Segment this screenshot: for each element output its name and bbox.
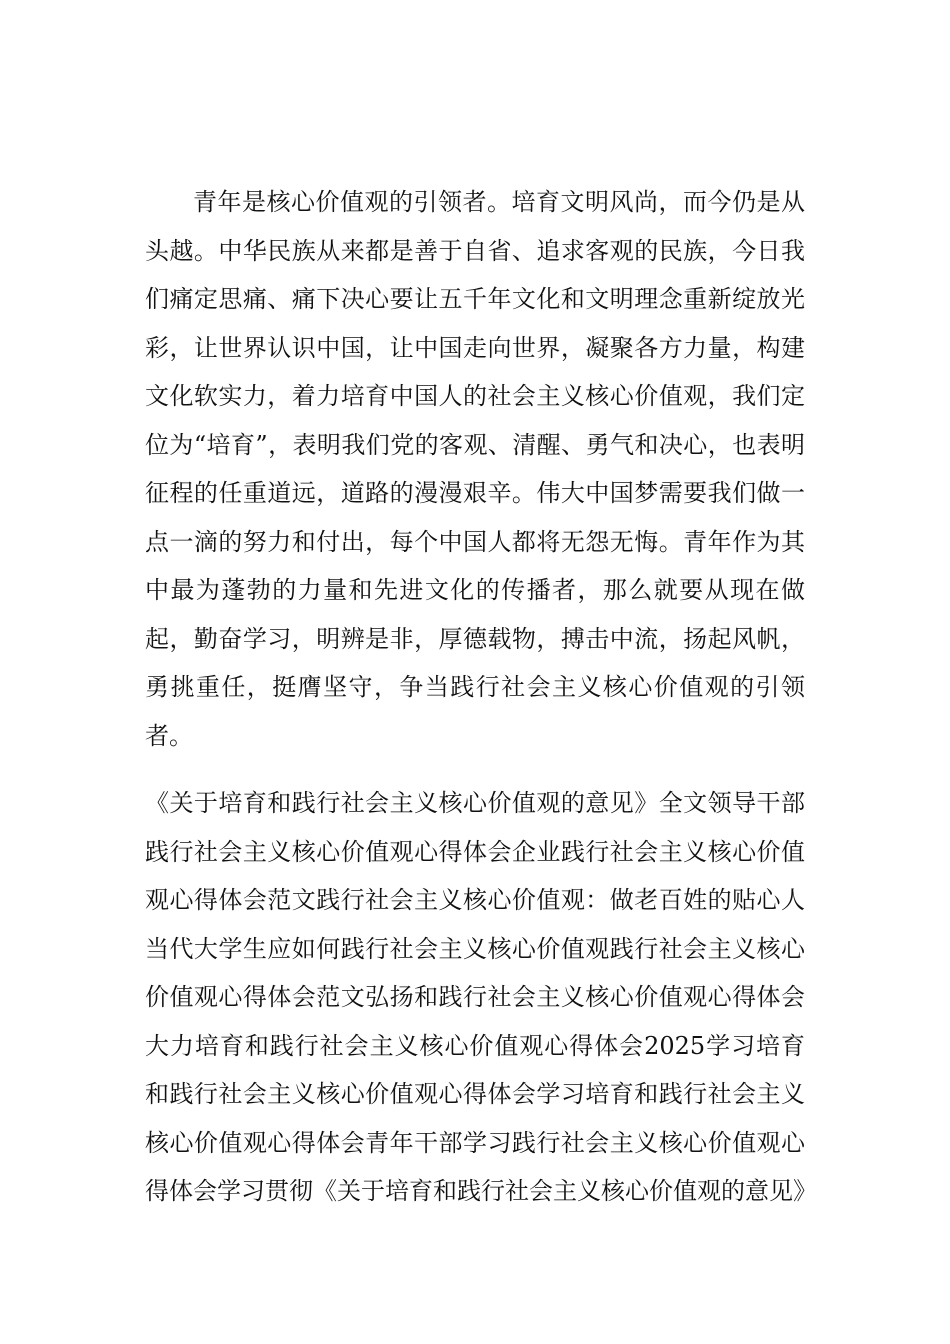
related-articles-text: 《关于培育和践行社会主义核心价值观的意见》全文领导干部践行社会主义核心价值观心得体会企业践行社会主义核心价值观心得体会范文践行社会主义核心价值观：做老百姓的贴心人当代大学生应如何践行社会主义核心价值观践行社会主义核心价值观心得体会范文弘扬和践行社会主义核心价值观心得体会大力培育和践行社会主义核心价值观心得体会2025学习培育和践行社会主义核心价值观心得体会学习培育和践行社会主义核心价值观心得体会青年干部学习践行社会主义核心价值观心得体会学习贯彻《关于培育和践行社会主义核心价值观的意见》 bbox=[145, 789, 817, 1205]
body-paragraph: 青年是核心价值观的引领者。培育文明风尚，而今仍是从头越。中华民族从来都是善于自省、追求客观的民族，今日我们痛定思痛、痛下决心要让五千年文化和文明理念重新绽放光彩，让世界认识中国，让中国走向世界，凝聚各方力量，构建文化软实力，着力培育中国人的社会主义核心价值观，我们定位为“培育”，表明我们党的客观、清醒、勇气和决心，也表明征程的任重道远，道路的漫漫艰辛。伟大中国梦需要我们做一点一滴的努力和付出，每个中国人都将无怨无悔。青年作为其中最为蓬勃的力量和先进文化的传播者，那么就要从现在做起，勤奋学习，明辨是非，厚德载物，搏击中流，扬起风帆，勇挑重任，挺膺坚守，争当践行社会主义核心价值观的引领者。 bbox=[145, 188, 805, 750]
